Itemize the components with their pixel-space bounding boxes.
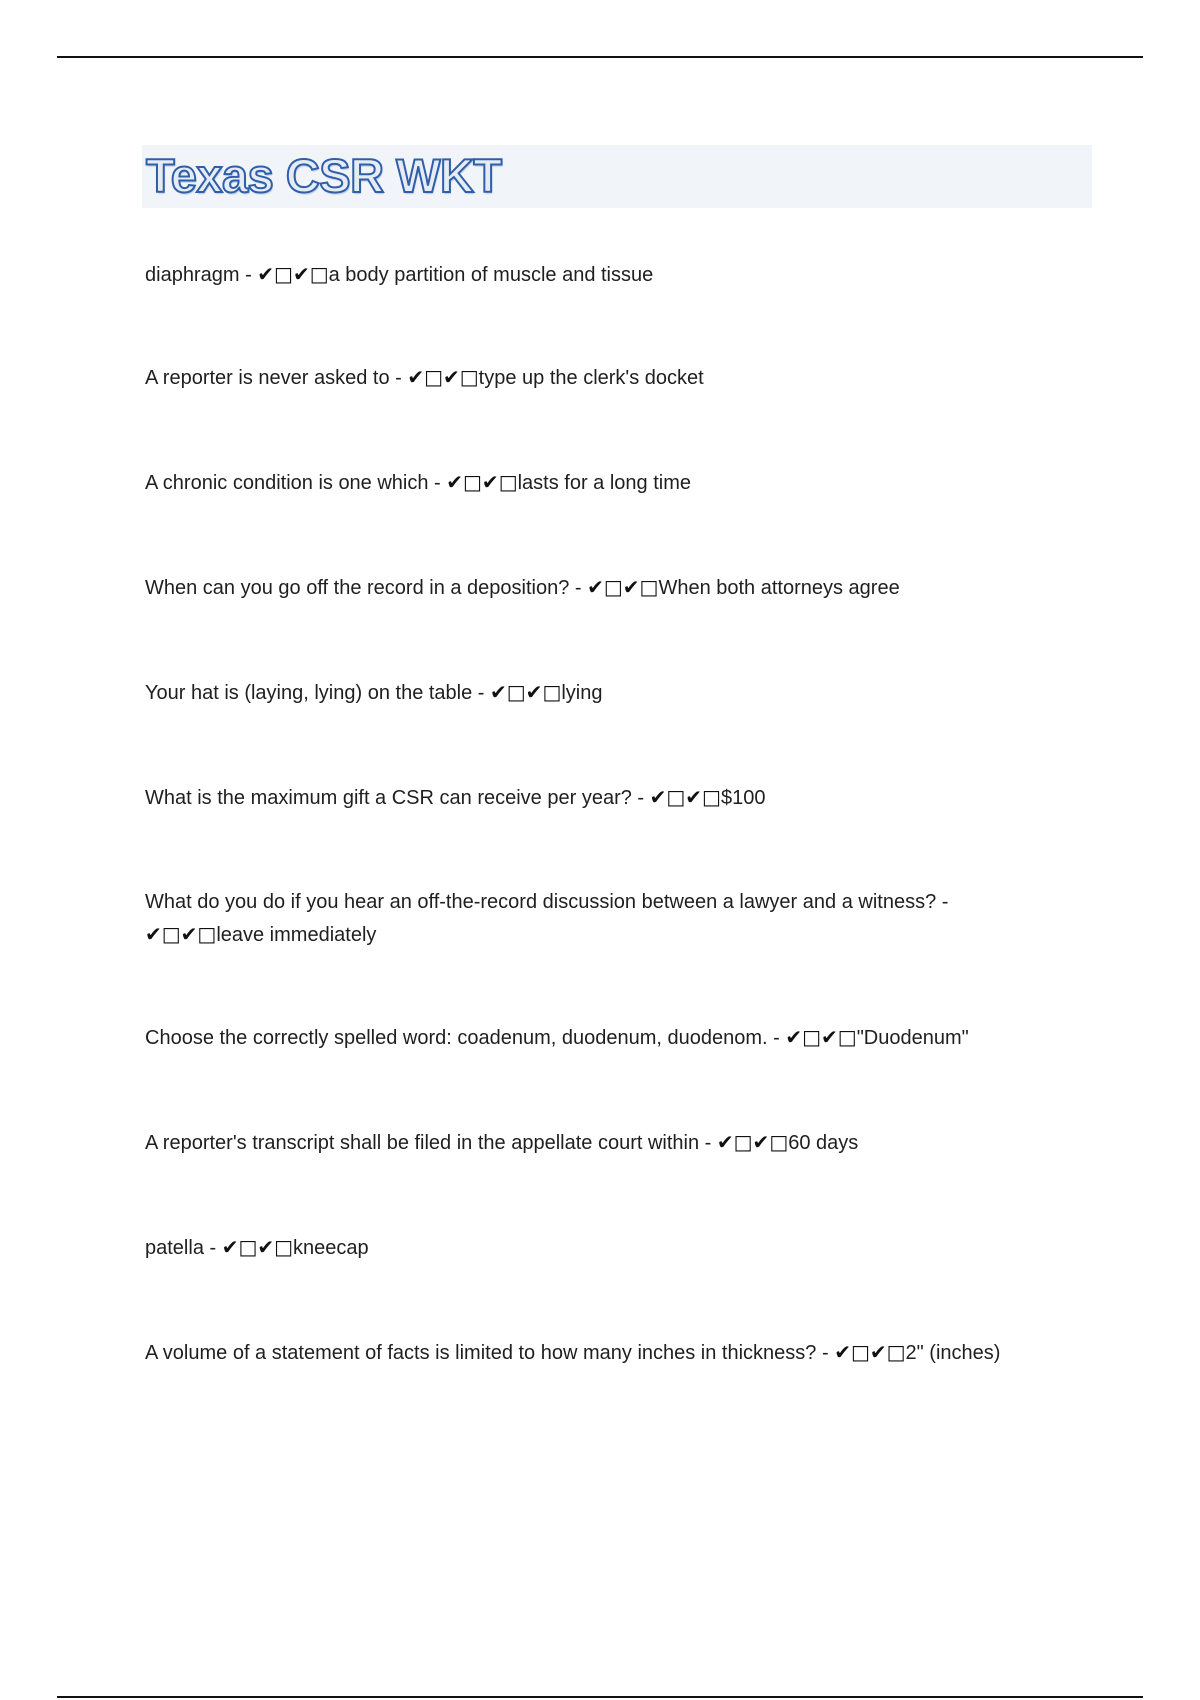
question-text: When can you go off the record in a deposition? bbox=[145, 577, 570, 599]
check-marker: ✔□✔□ bbox=[649, 785, 721, 809]
answer-text: leave immediately bbox=[216, 924, 377, 946]
qa-item: Choose the correctly spelled word: coadenum, duodenum, duodenom. - ✔□✔□"Duodenum" bbox=[145, 1025, 969, 1049]
answer-text: 60 days bbox=[788, 1132, 859, 1154]
check-marker: ✔□✔□ bbox=[587, 575, 659, 599]
question-text: What do you do if you hear an off-the-record discussion between a lawyer and a witness? bbox=[145, 891, 937, 913]
question-text: A chronic condition is one which bbox=[145, 472, 429, 494]
question-text: Your hat is (laying, lying) on the table bbox=[145, 682, 473, 704]
answer-text: lying bbox=[561, 682, 603, 704]
check-marker: ✔□✔□ bbox=[407, 365, 479, 389]
qa-item: A reporter's transcript shall be filed in the appellate court within - ✔□✔□60 days bbox=[145, 1130, 859, 1154]
qa-item: What do you do if you hear an off-the-record discussion between a lawyer and a witness? - ✔□✔□leave immediately bbox=[145, 891, 949, 946]
answer-text: kneecap bbox=[293, 1237, 369, 1259]
answer-text: a body partition of muscle and tissue bbox=[328, 264, 654, 286]
check-marker: ✔□✔□ bbox=[490, 680, 562, 704]
question-text: What is the maximum gift a CSR can receive per year? bbox=[145, 787, 632, 809]
question-text: A volume of a statement of facts is limited to how many inches in thickness? bbox=[145, 1342, 817, 1364]
answer-text: lasts for a long time bbox=[517, 472, 692, 494]
qa-item: A reporter is never asked to - ✔□✔□type up the clerk's docket bbox=[145, 365, 704, 389]
qa-item: When can you go off the record in a deposition? - ✔□✔□When both attorneys agree bbox=[145, 575, 900, 599]
check-marker: ✔□✔□ bbox=[257, 262, 329, 286]
qa-item: A volume of a statement of facts is limited to how many inches in thickness? - ✔□✔□2" (inches) bbox=[145, 1340, 1001, 1364]
question-text: Choose the correctly spelled word: coadenum, duodenum, duodenom. bbox=[145, 1027, 768, 1049]
qa-item: A chronic condition is one which - ✔□✔□lasts for a long time bbox=[145, 470, 692, 494]
document-title: Texas CSR WKT bbox=[146, 149, 502, 202]
check-marker: ✔□✔□ bbox=[834, 1340, 906, 1364]
answer-text: "Duodenum" bbox=[856, 1027, 969, 1049]
question-text: A reporter's transcript shall be filed in the appellate court within bbox=[145, 1132, 700, 1154]
question-text: A reporter is never asked to bbox=[145, 367, 390, 389]
answer-text: When both attorneys agree bbox=[658, 577, 900, 599]
qa-item: Your hat is (laying, lying) on the table - ✔□✔□lying bbox=[145, 680, 603, 704]
check-marker: ✔□✔□ bbox=[145, 922, 217, 946]
check-marker: ✔□✔□ bbox=[785, 1025, 857, 1049]
question-text: patella bbox=[145, 1237, 204, 1259]
title-banner bbox=[142, 145, 1092, 208]
qa-item: What is the maximum gift a CSR can receive per year? - ✔□✔□$100 bbox=[145, 785, 766, 809]
qa-item: diaphragm - ✔□✔□a body partition of muscle and tissue bbox=[145, 262, 654, 286]
footer-rule bbox=[57, 1696, 1143, 1698]
question-text: diaphragm bbox=[145, 264, 240, 286]
check-marker: ✔□✔□ bbox=[446, 470, 518, 494]
answer-text: 2" (inches) bbox=[905, 1342, 1001, 1364]
answer-text: type up the clerk's docket bbox=[478, 367, 704, 389]
check-marker: ✔□✔□ bbox=[716, 1130, 789, 1154]
qa-item: patella - ✔□✔□kneecap bbox=[145, 1235, 369, 1259]
header-rule bbox=[57, 56, 1143, 58]
check-marker: ✔□✔□ bbox=[221, 1235, 294, 1259]
answer-text: $100 bbox=[720, 787, 766, 809]
